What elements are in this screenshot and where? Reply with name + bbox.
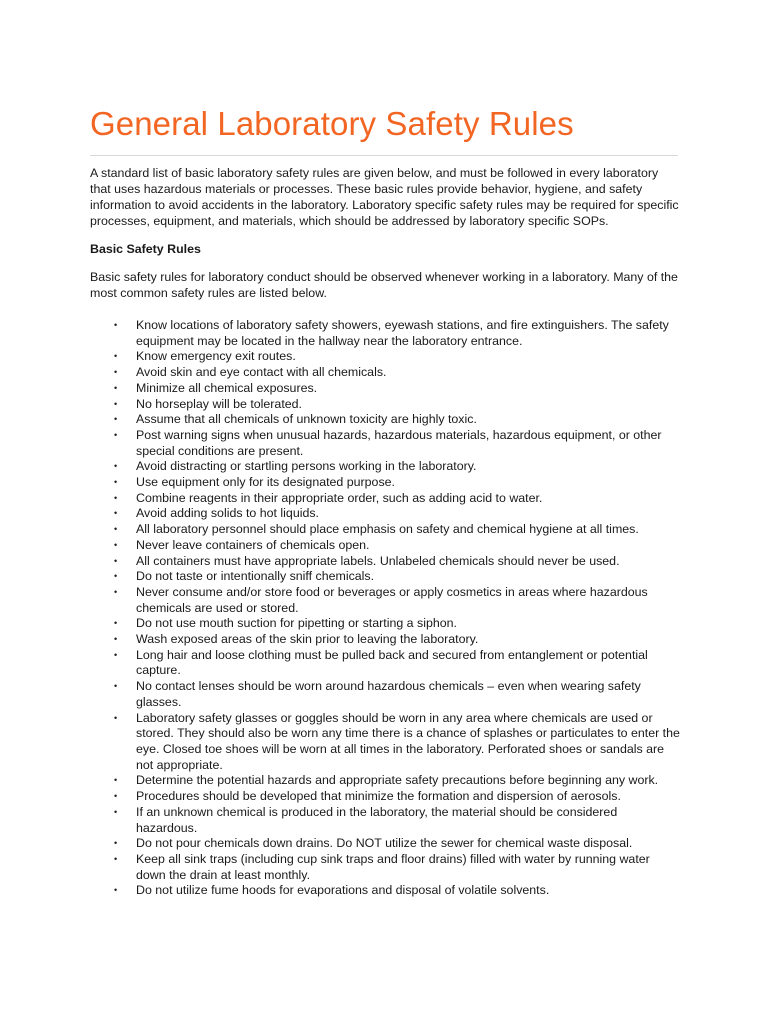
list-item — [90, 349, 680, 365]
bullet-icon: • — [114, 712, 118, 723]
list-item — [90, 428, 680, 459]
bullet-icon: • — [114, 791, 118, 802]
bullet-icon: • — [114, 649, 118, 660]
list-item — [90, 852, 680, 883]
list-item-text: Long hair and loose clothing must be pulled back and secured from entanglement or potential capture. — [136, 647, 648, 678]
section-heading: Basic Safety Rules — [90, 242, 201, 256]
list-item-text: Never consume and/or store food or beverages or apply cosmetics in areas where hazardous chemicals are used or stored. — [136, 584, 648, 615]
document-page — [90, 104, 680, 899]
list-item-text: Post warning signs when unusual hazards, hazardous materials, hazardous equipment, or other special conditions are present. — [136, 427, 662, 458]
bullet-icon: • — [114, 586, 118, 597]
bullet-icon: • — [114, 838, 118, 849]
list-item-text: Keep all sink traps (including cup sink traps and floor drains) filled with water by running water down the drain at least monthly. — [136, 851, 650, 882]
list-item — [90, 569, 680, 585]
list-item-text: Know emergency exit routes. — [136, 349, 296, 364]
list-item-text: Do not utilize fume hoods for evaporations and disposal of volatile solvents. — [136, 883, 550, 898]
list-item — [90, 836, 680, 852]
list-item-text: All laboratory personnel should place emphasis on safety and chemical hygiene at all times. — [136, 522, 639, 537]
list-item-text: Do not taste or intentionally sniff chemicals. — [136, 569, 375, 584]
list-item — [90, 506, 680, 522]
list-item — [90, 459, 680, 475]
list-item-text: Determine the potential hazards and appropriate safety precautions before beginning any work. — [136, 773, 659, 788]
list-item — [90, 883, 680, 899]
bullet-icon: • — [114, 853, 118, 864]
list-item — [90, 412, 680, 428]
list-item-text: Procedures should be developed that minimize the formation and dispersion of aerosols. — [136, 789, 621, 804]
section-lead-paragraph: Basic safety rules for laboratory conduct should be observed whenever working in a laboratory. Many of the most common safety rules are listed below. — [90, 270, 678, 300]
list-item — [90, 632, 680, 648]
list-item — [90, 538, 680, 554]
bullet-icon: • — [114, 681, 118, 692]
list-item-text: Know locations of laboratory safety showers, eyewash stations, and fire extinguishers. The safety equipment may be located in the hallway near the laboratory entrance. — [136, 318, 669, 348]
list-item-text: Use equipment only for its designated purpose. — [136, 475, 395, 490]
bullet-icon: • — [114, 351, 118, 362]
list-item-text: No contact lenses should be worn around hazardous chemicals – even when wearing safety glasses. — [136, 679, 641, 709]
list-item-text: Wash exposed areas of the skin prior to leaving the laboratory. — [136, 632, 479, 647]
bullet-icon: • — [114, 806, 118, 817]
bullet-icon: • — [114, 885, 118, 896]
bullet-icon: • — [114, 524, 118, 535]
list-item — [90, 365, 680, 381]
list-item — [90, 616, 680, 632]
list-item — [90, 773, 680, 789]
list-item — [90, 648, 680, 679]
bullet-icon: • — [114, 461, 118, 472]
list-item-text: Laboratory safety glasses or goggles should be worn in any area where chemicals are used or stored. They should also be worn any time there is a chance of splashes or particulates to enter the eye. Closed toe shoes will be worn at all times in the laboratory. Perforated shoes or sandals are not appropriate. — [136, 710, 680, 772]
list-item — [90, 475, 680, 491]
bullet-icon: • — [114, 571, 118, 582]
list-item — [90, 679, 680, 710]
list-item-text: Avoid adding solids to hot liquids. — [136, 506, 319, 521]
page-title: General Laboratory Safety Rules — [90, 105, 574, 142]
list-item-text: No horseplay will be tolerated. — [136, 396, 302, 411]
list-item-text: Avoid skin and eye contact with all chemicals. — [136, 365, 387, 380]
list-item-text: Avoid distracting or startling persons working in the laboratory. — [136, 459, 477, 474]
list-item-text: Assume that all chemicals of unknown toxicity are highly toxic. — [136, 412, 477, 427]
list-item-text: Do not pour chemicals down drains. Do NOT utilize the sewer for chemical waste disposal. — [136, 836, 633, 851]
bullet-icon: • — [114, 555, 118, 566]
safety-rules-list — [90, 318, 680, 899]
list-item — [90, 381, 680, 397]
bullet-icon: • — [114, 320, 118, 330]
bullet-icon: • — [114, 429, 118, 440]
list-item — [90, 522, 680, 538]
bullet-icon: • — [114, 634, 118, 645]
bullet-icon: • — [114, 477, 118, 488]
list-item-text: Minimize all chemical exposures. — [136, 380, 318, 395]
list-item — [90, 491, 680, 507]
list-item — [90, 397, 680, 413]
title-divider — [90, 155, 678, 156]
list-item-text: Never leave containers of chemicals open. — [136, 537, 370, 552]
list-item — [90, 585, 680, 616]
bullet-icon: • — [114, 539, 118, 550]
list-item — [90, 711, 680, 774]
list-item-text: If an unknown chemical is produced in the laboratory, the material should be considered hazardous. — [136, 804, 618, 835]
bullet-icon: • — [114, 382, 118, 393]
list-item — [90, 805, 680, 836]
bullet-icon: • — [114, 414, 118, 425]
bullet-icon: • — [114, 775, 118, 786]
bullet-icon: • — [114, 618, 118, 629]
list-item-text: Combine reagents in their appropriate order, such as adding acid to water. — [136, 490, 543, 505]
bullet-icon: • — [114, 492, 118, 503]
bullet-icon: • — [114, 367, 118, 378]
list-item — [90, 554, 680, 570]
intro-paragraph: A standard list of basic laboratory safety rules are given below, and must be followed in every laboratory that uses hazardous materials or processes. These basic rules provide behavior, hygiene, and safety information to avoid accidents in the laboratory. Laboratory specific safety rules may be required for specific processes, equipment, and materials, which should be addressed by laboratory specific SOPs. — [90, 166, 679, 228]
list-item-text: All containers must have appropriate labels. Unlabeled chemicals should never be used. — [136, 553, 620, 568]
list-item-text: Do not use mouth suction for pipetting or starting a siphon. — [136, 616, 457, 631]
list-item — [90, 789, 680, 805]
list-item — [90, 318, 680, 349]
bullet-icon: • — [114, 508, 118, 519]
bullet-icon: • — [114, 398, 118, 409]
